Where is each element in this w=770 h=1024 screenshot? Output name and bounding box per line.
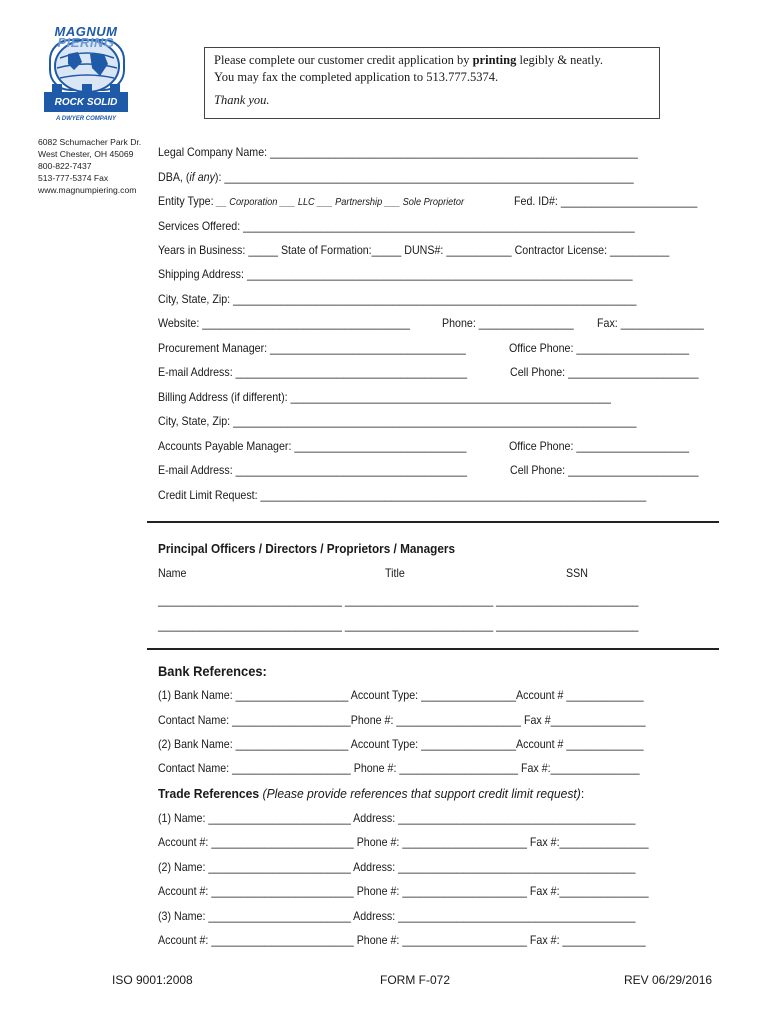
services-offered-field[interactable]: Services Offered: __________________________________________________________________: [158, 220, 635, 233]
ap-cell-phone-field[interactable]: Cell Phone: ______________________: [510, 464, 699, 477]
bank-references-heading: Bank References:: [158, 663, 267, 679]
bank1-contact-field[interactable]: Contact Name: ____________________Phone #: _____________________ Fax #________________: [158, 714, 646, 727]
entity-type-field[interactable]: Entity Type: __ Corporation ___ LLC ___ Partnership ___ Sole Proprietor: [158, 195, 465, 208]
bank2-contact-field[interactable]: Contact Name: ____________________ Phone #: ____________________ Fax #:_______________: [158, 762, 640, 775]
shipping-address-field[interactable]: Shipping Address: _________________________________________________________________: [158, 268, 633, 281]
footer-form-number: FORM F-072: [380, 973, 451, 987]
office-phone-field[interactable]: Office Phone: ___________________: [509, 342, 690, 355]
website-field[interactable]: Website: ___________________________________: [158, 317, 410, 330]
credit-limit-request-field[interactable]: Credit Limit Request: _________________________________________________________________: [158, 489, 647, 502]
fax-field[interactable]: Fax: ______________: [597, 317, 704, 330]
logo-tagline: A DWYER COMPANY: [56, 116, 116, 122]
instructions-box: [204, 47, 660, 119]
footer-revision: REV 06/29/2016: [624, 973, 713, 987]
trade1-name-field[interactable]: (1) Name: ________________________ Address: ________________________________________: [158, 812, 636, 825]
trade1-account-field[interactable]: Account #: ________________________ Phone #: _____________________ Fax #:_______________: [158, 836, 649, 849]
billing-address-field[interactable]: Billing Address (if different): ______________________________________________________: [158, 391, 611, 404]
city-state-zip-field[interactable]: City, State, Zip: ____________________________________________________________________: [158, 293, 637, 306]
officers-col-name: Name: [158, 567, 187, 580]
section-divider: [147, 648, 719, 650]
ap-email-address-field[interactable]: E-mail Address: _______________________________________: [158, 464, 468, 477]
trade2-name-field[interactable]: (2) Name: ________________________ Address: ________________________________________: [158, 861, 636, 874]
dba-field[interactable]: DBA, (if any): _____________________________________________________________________: [158, 171, 634, 184]
company-logo: [38, 24, 134, 128]
section-divider: [147, 521, 719, 523]
trade3-name-field[interactable]: (3) Name: ________________________ Address: ________________________________________: [158, 910, 636, 923]
address-website: www.magnumpiering.com: [38, 185, 137, 195]
legal-company-name-field[interactable]: Legal Company Name: ______________________________________________________________: [158, 146, 638, 159]
phone-field[interactable]: Phone: ________________: [442, 317, 574, 330]
bank2-name-field[interactable]: (2) Bank Name: ___________________ Account Type: ________________Account # _____________: [158, 738, 644, 751]
logo-line2: PIERING: [57, 35, 115, 50]
trade3-account-field[interactable]: Account #: ________________________ Phone #: _____________________ Fax #: ______________: [158, 934, 646, 947]
address-street: 6082 Schumacher Park Dr.: [38, 137, 142, 147]
logo-banner: ROCK SOLID: [54, 97, 118, 108]
email-address-field[interactable]: E-mail Address: _______________________________________: [158, 366, 468, 379]
years-in-business-field[interactable]: Years in Business: _____ State of Formation:_____ DUNS#: ___________ Contractor License: __________: [158, 244, 670, 257]
accounts-payable-manager-field[interactable]: Accounts Payable Manager: _____________________________: [158, 440, 467, 453]
trade-references-heading: Trade References (Please provide references that support credit limit request):: [158, 786, 585, 801]
officers-col-ssn: SSN: [566, 567, 588, 580]
instructions-line1: Please complete our customer credit application by printing legibly & neatly.: [214, 53, 604, 67]
officers-heading: Principal Officers / Directors / Proprietors / Managers: [158, 541, 456, 556]
billing-city-state-zip-field[interactable]: City, State, Zip: ____________________________________________________________________: [158, 415, 637, 428]
officers-col-title: Title: [385, 567, 405, 580]
fed-id-field[interactable]: Fed. ID#: _______________________: [514, 195, 698, 208]
officer-row[interactable]: _______________________________ _________________________ ________________________: [158, 594, 639, 607]
company-address: [38, 136, 141, 196]
address-phone: 800-822-7437: [38, 161, 92, 171]
instructions-line2: You may fax the completed application to 513.777.5374.: [214, 70, 499, 84]
address-city: West Chester, OH 45069: [38, 149, 134, 159]
instructions-thanks: Thank you.: [214, 93, 270, 107]
bank1-name-field[interactable]: (1) Bank Name: ___________________ Account Type: ________________Account # _____________: [158, 689, 644, 702]
cell-phone-field[interactable]: Cell Phone: ______________________: [510, 366, 699, 379]
ap-office-phone-field[interactable]: Office Phone: ___________________: [509, 440, 690, 453]
footer-iso: ISO 9001:2008: [112, 973, 193, 987]
officer-row[interactable]: _______________________________ _________________________ ________________________: [158, 619, 639, 632]
address-fax: 513-777-5374 Fax: [38, 173, 109, 183]
trade2-account-field[interactable]: Account #: ________________________ Phone #: _____________________ Fax #:_______________: [158, 885, 649, 898]
procurement-manager-field[interactable]: Procurement Manager: _________________________________: [158, 342, 466, 355]
logo-line1: MAGNUM: [54, 24, 118, 39]
